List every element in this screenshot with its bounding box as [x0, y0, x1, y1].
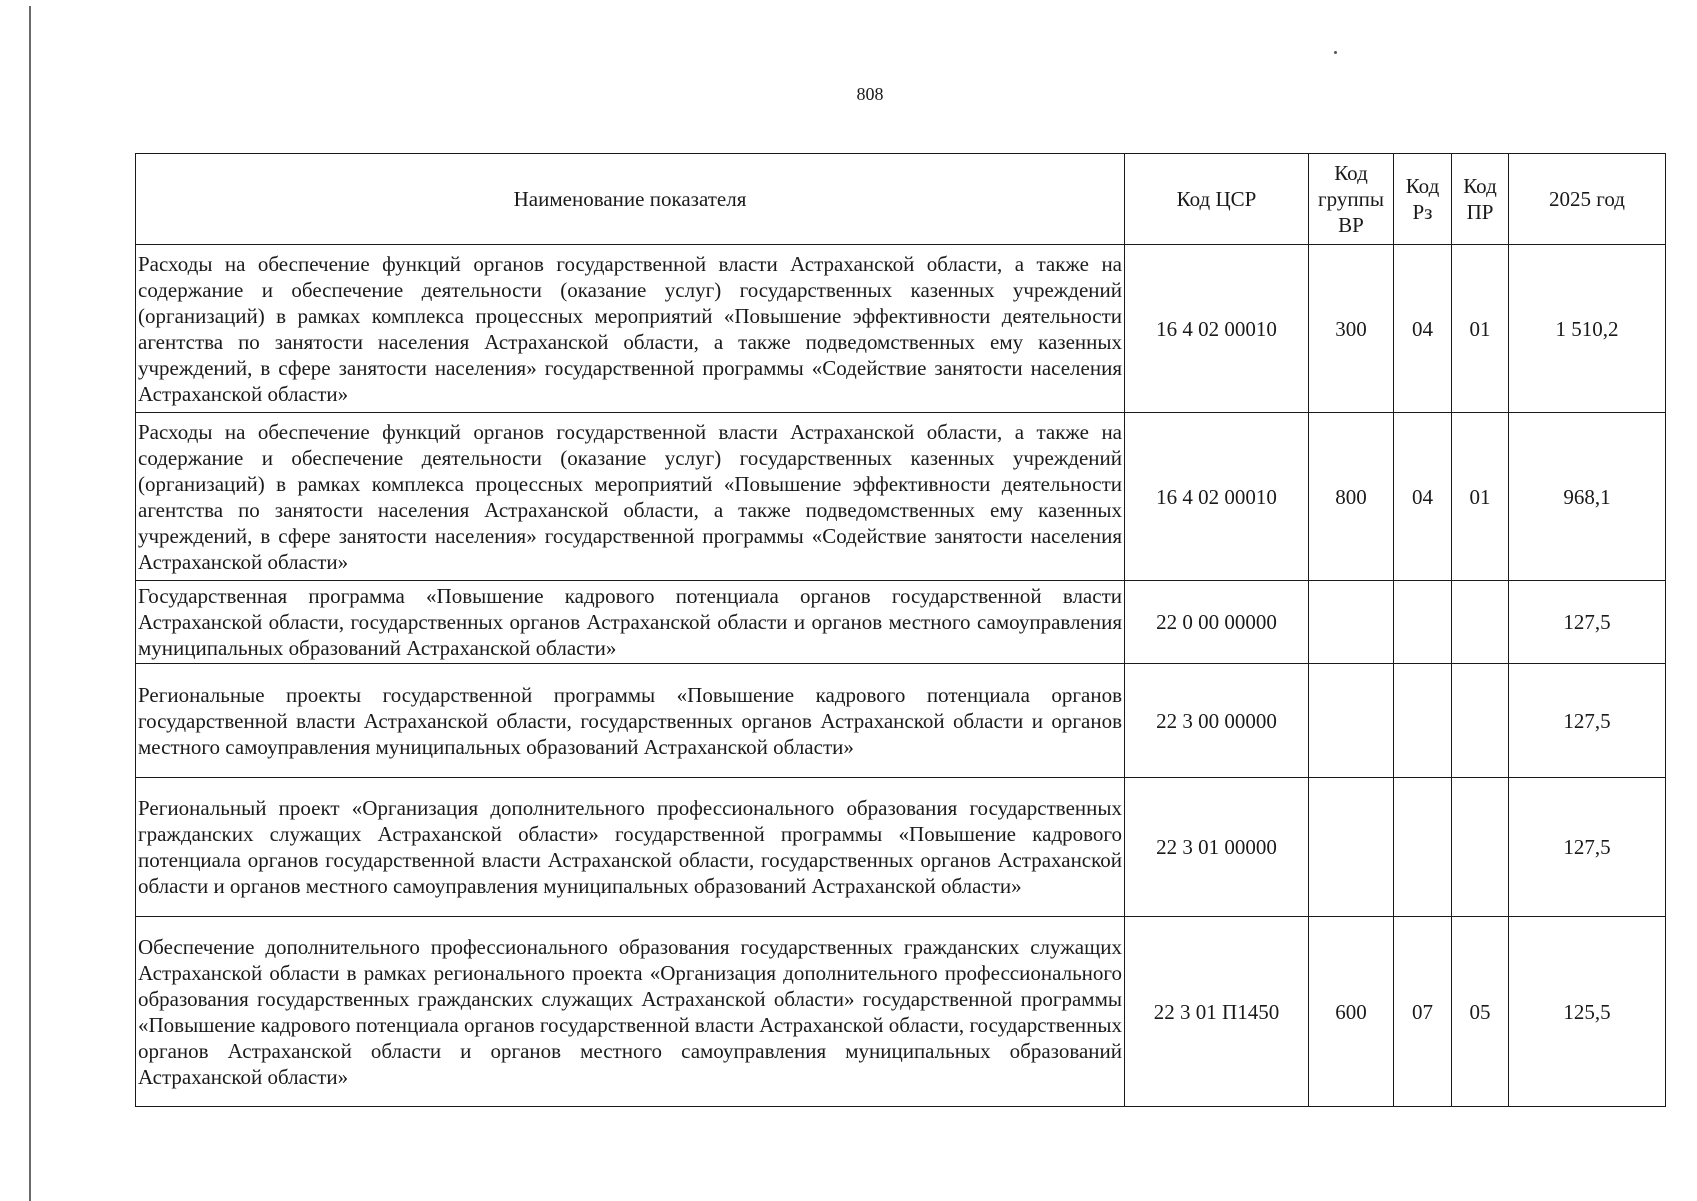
- row-amount: 1 510,2: [1509, 245, 1666, 413]
- row-amount: 125,5: [1509, 917, 1666, 1107]
- row-name: Государственная программа «Повышение кадрового потенциала органов государственной власти Астраханской области, государственных органов Астраханской области и органов местного самоуправления муниципальных образований Астраханской области»: [136, 581, 1125, 664]
- row-vr: 800: [1309, 413, 1394, 581]
- row-vr: [1309, 664, 1394, 778]
- scan-edge-line: [29, 6, 31, 1201]
- row-vr: [1309, 778, 1394, 917]
- row-csr: 16 4 02 00010: [1125, 245, 1309, 413]
- table-row: [136, 581, 1666, 664]
- row-amount: 127,5: [1509, 581, 1666, 664]
- row-name: Расходы на обеспечение функций органов государственной власти Астраханской области, а также на содержание и обеспечение деятельности (оказание услуг) государственных казенных учреждений (организаций) в рамках комплекса процессных мероприятий «Повышение эффективности деятельности агентства по занятости населения Астраханской области, а также подведомственных ему казенных учреждений, в сфере занятости населения» государственной программы «Содействие занятости населения Астраханской области»: [136, 245, 1125, 413]
- scan-speck: [1334, 51, 1337, 54]
- row-vr: 300: [1309, 245, 1394, 413]
- row-pr: 01: [1452, 245, 1509, 413]
- row-vr: [1309, 581, 1394, 664]
- row-rz: [1394, 778, 1452, 917]
- row-csr: 16 4 02 00010: [1125, 413, 1309, 581]
- row-amount: 127,5: [1509, 664, 1666, 778]
- table-row: [136, 245, 1666, 413]
- row-pr: [1452, 664, 1509, 778]
- row-pr: 01: [1452, 413, 1509, 581]
- row-rz: 04: [1394, 413, 1452, 581]
- row-rz: 04: [1394, 245, 1452, 413]
- row-pr: [1452, 581, 1509, 664]
- row-csr: 22 3 01 00000: [1125, 778, 1309, 917]
- header-csr: Код ЦСР: [1125, 154, 1309, 245]
- header-rz: Код Рз: [1394, 154, 1452, 245]
- row-rz: 07: [1394, 917, 1452, 1107]
- row-pr: [1452, 778, 1509, 917]
- header-year: 2025 год: [1509, 154, 1666, 245]
- row-pr: 05: [1452, 917, 1509, 1107]
- header-pr: Код ПР: [1452, 154, 1509, 245]
- table-row: [136, 413, 1666, 581]
- header-name: Наименование показателя: [136, 154, 1125, 245]
- row-name: Расходы на обеспечение функций органов государственной власти Астраханской области, а также на содержание и обеспечение деятельности (оказание услуг) государственных казенных учреждений (организаций) в рамках комплекса процессных мероприятий «Повышение эффективности деятельности агентства по занятости населения Астраханской области, а также подведомственных ему казенных учреждений, в сфере занятости населения» государственной программы «Содействие занятости населения Астраханской области»: [136, 413, 1125, 581]
- table-row: [136, 917, 1666, 1107]
- table-row: [136, 778, 1666, 917]
- header-vr: Код группы ВР: [1309, 154, 1394, 245]
- row-name: Региональный проект «Организация дополнительного профессионального образования государственных гражданских служащих Астраханской области» государственной программы «Повышение кадрового потенциала органов государственной власти Астраханской области, государственных органов Астраханской области и органов местного самоуправления муниципальных образований Астраханской области»: [136, 778, 1125, 917]
- table-header-row: [136, 154, 1666, 245]
- budget-table: [135, 153, 1666, 1107]
- row-amount: 127,5: [1509, 778, 1666, 917]
- table-row: [136, 664, 1666, 778]
- row-csr: 22 0 00 00000: [1125, 581, 1309, 664]
- row-amount: 968,1: [1509, 413, 1666, 581]
- row-rz: [1394, 664, 1452, 778]
- row-rz: [1394, 581, 1452, 664]
- row-csr: 22 3 01 П1450: [1125, 917, 1309, 1107]
- page-number: 808: [856, 84, 884, 104]
- row-csr: 22 3 00 00000: [1125, 664, 1309, 778]
- row-name: Обеспечение дополнительного профессионального образования государственных гражданских служащих Астраханской области в рамках регионального проекта «Организация дополнительного профессионального образования государственных гражданских служащих Астраханской области» государственной программы «Повышение кадрового потенциала органов государственной власти Астраханской области, государственных органов Астраханской области и органов местного самоуправления муниципальных образований Астраханской области»: [136, 917, 1125, 1107]
- row-vr: 600: [1309, 917, 1394, 1107]
- row-name: Региональные проекты государственной программы «Повышение кадрового потенциала органов государственной власти Астраханской области, государственных органов Астраханской области и органов местного самоуправления муниципальных образований Астраханской области»: [136, 664, 1125, 778]
